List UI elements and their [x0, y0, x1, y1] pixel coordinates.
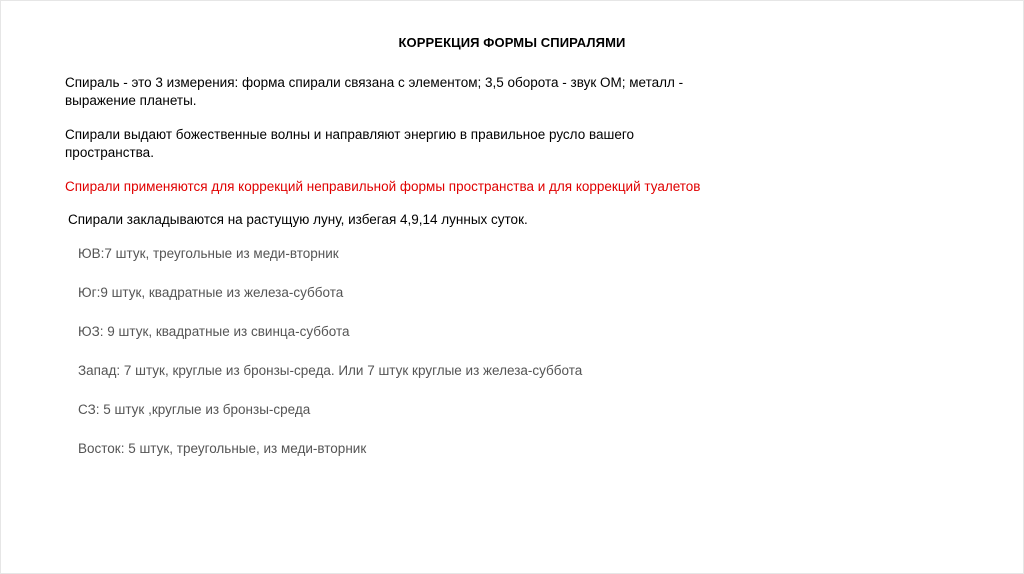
- list-item-east: Восток: 5 штук, треугольные, из меди-вторник: [78, 441, 367, 456]
- paragraph-line: выражение планеты.: [65, 93, 197, 108]
- spiral-usage-highlight: Спирали применяются для коррекций неправильной формы пространства и для коррекций туалетов: [65, 179, 701, 194]
- paragraph-line: пространства.: [65, 145, 154, 160]
- paragraph-line: Спираль - это 3 измерения: форма спирали связана с элементом; 3,5 оборота - звук ОМ; металл -: [65, 75, 684, 90]
- list-item-northwest: СЗ: 5 штук ,круглые из бронзы-среда: [78, 402, 311, 417]
- direction-list: [78, 245, 582, 479]
- list-item-south: Юг:9 штук, квадратные из железа-суббота: [78, 285, 344, 300]
- spiral-definition-paragraph: [65, 74, 765, 110]
- moon-phase-note: Спирали закладываются на растущую луну, избегая 4,9,14 лунных суток.: [68, 212, 528, 227]
- slide-title: КОРРЕКЦИЯ ФОРМЫ СПИРАЛЯМИ: [398, 35, 626, 50]
- paragraph-line: Спирали выдают божественные волны и направляют энергию в правильное русло вашего: [65, 127, 634, 142]
- spiral-energy-paragraph: [65, 126, 765, 162]
- list-item-southwest: ЮЗ: 9 штук, квадратные из свинца-суббота: [78, 324, 350, 339]
- list-item-west: Запад: 7 штук, круглые из бронзы-среда. Или 7 штук круглые из железа-суббота: [78, 363, 583, 378]
- list-item-southeast: ЮВ:7 штук, треугольные из меди-вторник: [78, 246, 339, 261]
